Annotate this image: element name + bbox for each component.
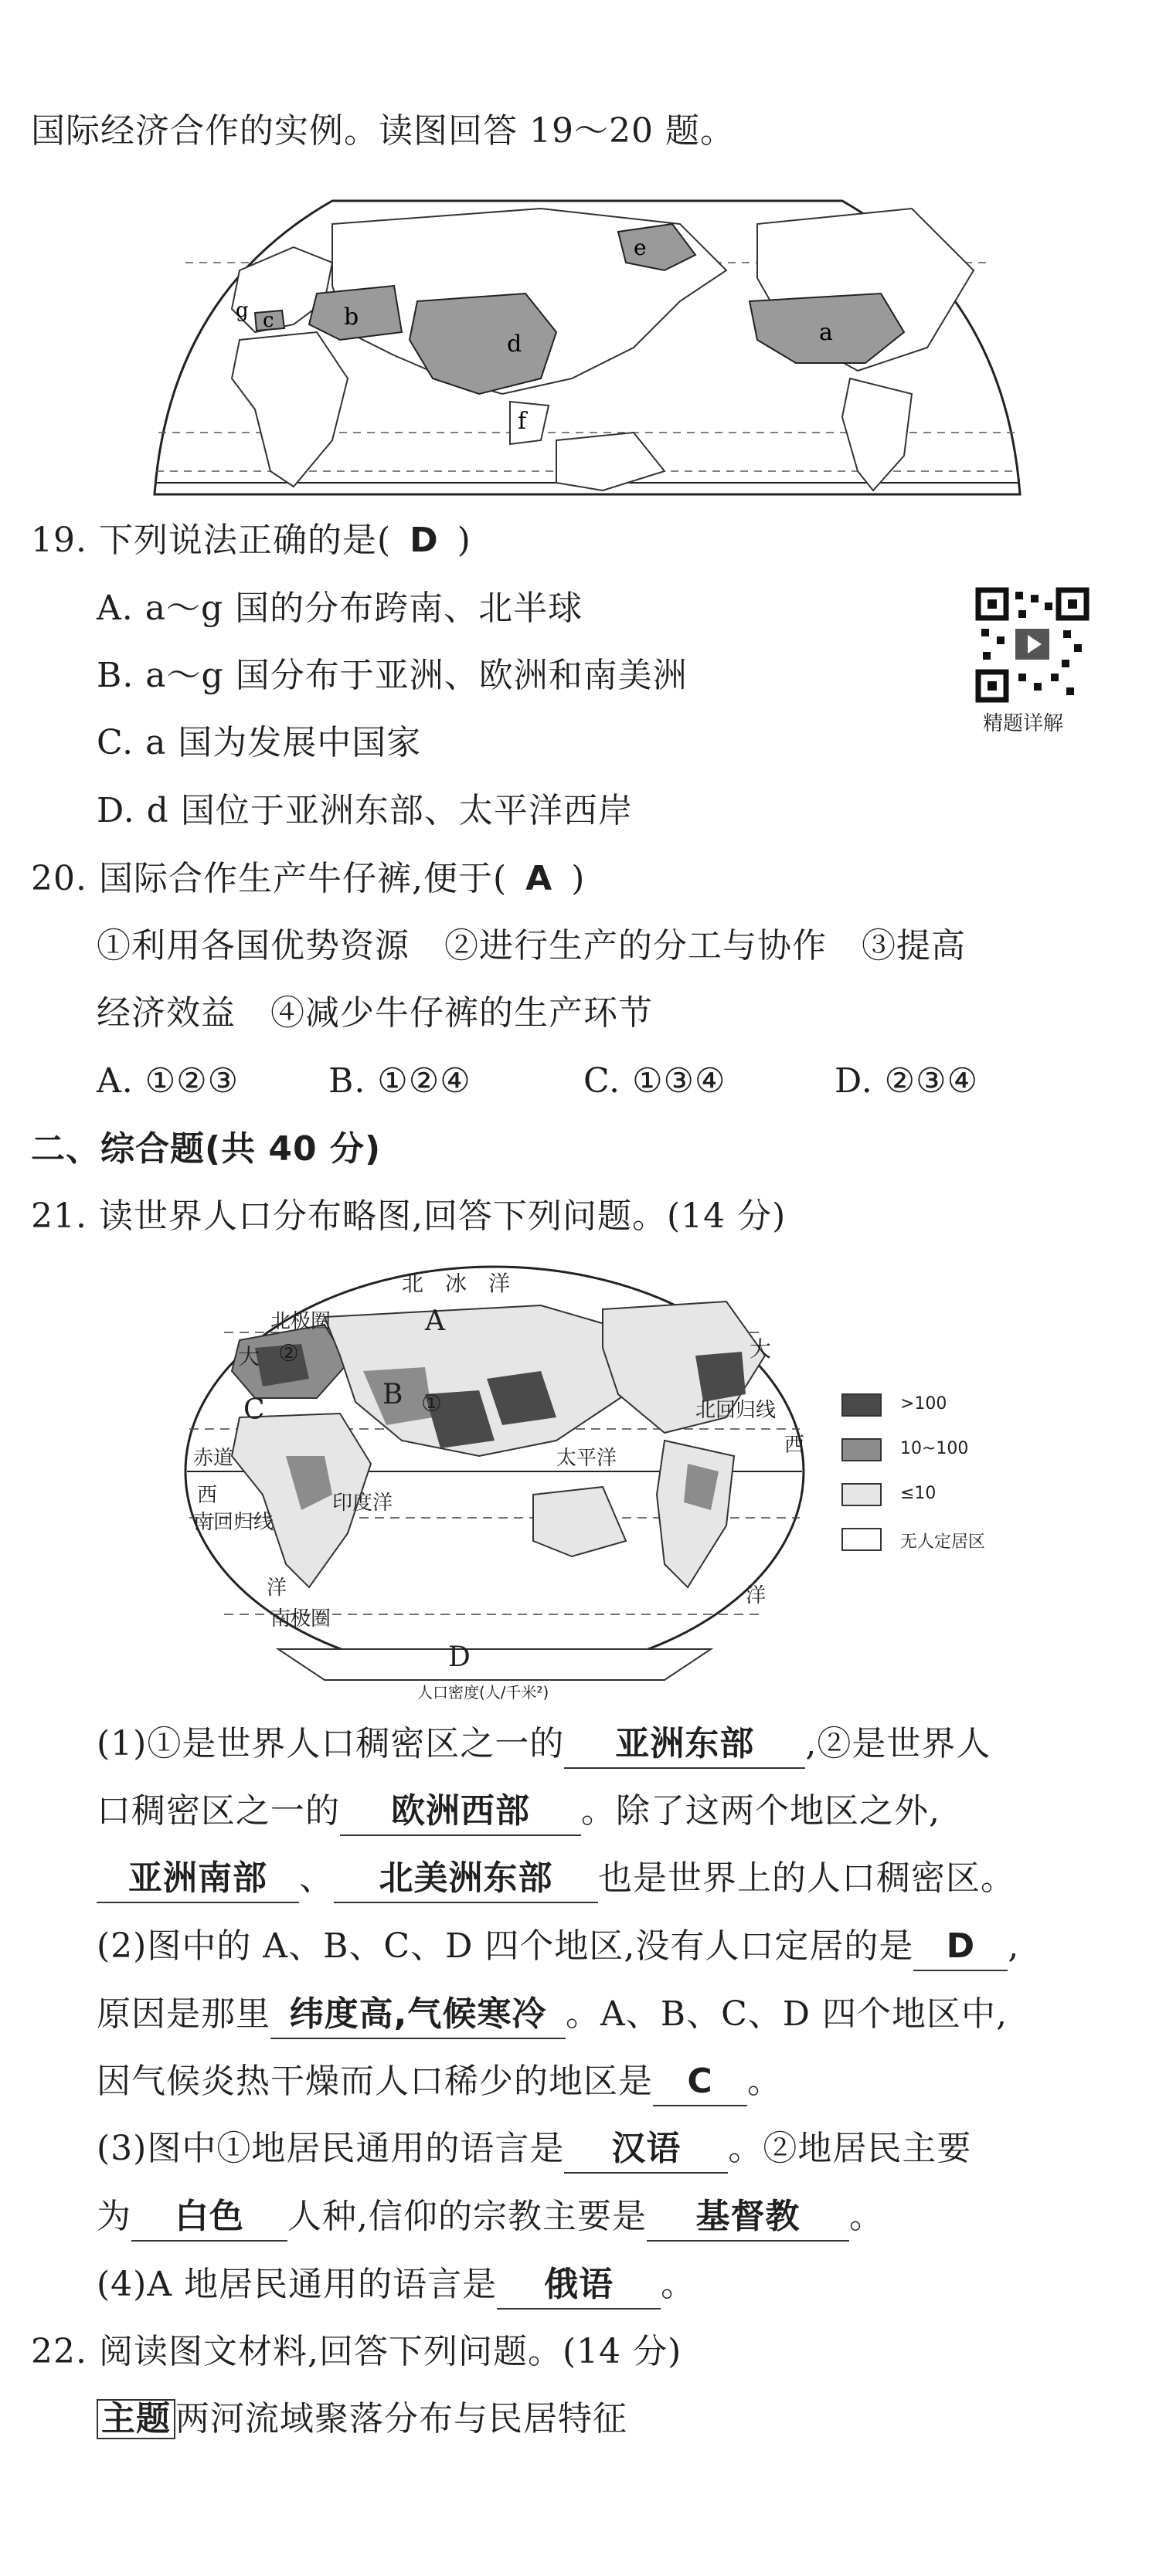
- q20-answer: A: [525, 859, 553, 898]
- map1-label-c: c: [263, 309, 274, 332]
- q19-option-a: A. a～g 国的分布跨南、北半球: [97, 589, 583, 628]
- map1-label-d: d: [507, 331, 522, 358]
- map2-label-indian-ocean: 印度洋: [332, 1492, 393, 1515]
- world-population-map: [170, 1263, 1005, 1703]
- map2-label-yang-right: 洋: [746, 1584, 767, 1607]
- qr-code-icon[interactable]: [975, 587, 1090, 703]
- q19-answer: D: [410, 521, 439, 560]
- q20-choice-c: C. ①③④: [583, 1061, 726, 1101]
- q22-topic: [97, 2396, 627, 2442]
- map2-label-C: C: [243, 1394, 265, 1426]
- q19-option-c: C. a 国为发展中国家: [97, 723, 422, 762]
- map2-label-one: ①: [421, 1390, 442, 1417]
- q22-topic-label: 主题: [97, 2399, 175, 2439]
- map2-label-arctic-ocean: 北 冰 洋: [402, 1271, 511, 1296]
- q19-option-b: B. a～g 国分布于亚洲、欧洲和南美洲: [97, 656, 688, 695]
- q21-blank-7: C: [653, 2058, 747, 2106]
- q21-part2-line2: 原因是那里 纬度高,气候寒冷 。A、B、C、D 四个地区中,: [97, 1991, 1008, 2039]
- map2-label-arctic-circle: 北极圈: [270, 1310, 331, 1333]
- legend-label-high: >100: [900, 1394, 947, 1414]
- q21-blank-3: 亚洲南部: [97, 1855, 299, 1903]
- q21-part2-line1: (2)图中的 A、B、C、D 四个地区,没有人口定居的是 D ,: [97, 1923, 1019, 1971]
- q19-stem: 19. 下列说法正确的是( D ): [31, 521, 471, 560]
- q21-blank-8: 汉语: [564, 2126, 728, 2174]
- q20-statements-line2: 经济效益 ④减少牛仔裤的生产环节: [97, 993, 653, 1033]
- q21-part3-line1: (3)图中①地居民通用的语言是 汉语 。②地居民主要: [97, 2126, 971, 2174]
- q21-part1-line2: 口稠密区之一的 欧洲西部 。除了这两个地区之外,: [97, 1788, 940, 1836]
- q20-choice-d: D. ②③④: [835, 1061, 979, 1101]
- q21-blank-10: 基督教: [647, 2194, 849, 2242]
- map2-label-B: B: [382, 1379, 403, 1410]
- q19-option-d: D. d 国位于亚洲东部、太平洋西岸: [97, 791, 633, 830]
- q21-part3-line2: 为 白色 人种,信仰的宗教主要是 基督教 。: [97, 2194, 884, 2242]
- q21-part2-line3: 因气候炎热干燥而人口稀少的地区是 C 。: [97, 2058, 782, 2106]
- map2-label-xi-left: 西: [197, 1484, 218, 1507]
- map2-density-caption: 人口密度(人/千米²): [417, 1683, 549, 1702]
- map2-label-da-right: 大: [750, 1336, 772, 1362]
- legend-swatch-none: [842, 1529, 881, 1550]
- q21-part4-line1: (4)A 地居民通用的语言是 俄语 。: [97, 2262, 695, 2310]
- q21-part1-line3: 亚洲南部 、 北美洲东部 也是世界上的人口稠密区。: [97, 1855, 1015, 1903]
- world-cooperation-map: [139, 178, 1035, 502]
- map1-label-g: g: [236, 299, 249, 322]
- q21-part1-line1: (1)①是世界人口稠密区之一的 亚洲东部 ,②是世界人: [97, 1721, 991, 1769]
- q21-stem: 21. 读世界人口分布略图,回答下列问题。(14 分): [31, 1196, 787, 1236]
- map2-label-tropic-n: 北回归线: [695, 1399, 777, 1422]
- q20-choice-a: A. ①②③: [97, 1061, 240, 1101]
- q21-blank-4: 北美洲东部: [334, 1855, 598, 1903]
- q21-blank-6: 纬度高,气候寒冷: [270, 1991, 566, 2039]
- map2-label-antarctic-circle: 南极圈: [270, 1607, 331, 1631]
- world-map-graphic: [139, 178, 1035, 502]
- q21-blank-11: 俄语: [497, 2262, 661, 2310]
- q21-blank-2: 欧洲西部: [340, 1788, 581, 1836]
- legend-swatch-high: [842, 1394, 881, 1416]
- legend-label-none: 无人定居区: [900, 1532, 986, 1552]
- map2-label-tropic-s: 南回归线: [193, 1511, 274, 1534]
- q20-statements-line1: ①利用各国优势资源 ②进行生产的分工与协作 ③提高: [97, 926, 966, 966]
- map1-label-f: f: [518, 408, 527, 435]
- q21-blank-5: D: [913, 1923, 1008, 1971]
- legend-swatch-low: [842, 1484, 881, 1505]
- map1-label-b: b: [344, 304, 359, 331]
- map1-label-e: e: [634, 235, 647, 260]
- q22-stem: 22. 阅读图文材料,回答下列问题。(14 分): [31, 2332, 682, 2371]
- map2-label-equator: 赤道: [193, 1447, 234, 1470]
- map2-label-da-left: 大: [238, 1344, 260, 1369]
- legend-swatch-mid: [842, 1439, 881, 1461]
- q21-blank-1: 亚洲东部: [564, 1721, 805, 1769]
- map2-label-xi-right: 西: [784, 1434, 805, 1457]
- qr-caption: 精题详解: [983, 712, 1064, 735]
- map2-label-pacific: 太平洋: [556, 1447, 617, 1470]
- q20-choice-b: B. ①②④: [328, 1061, 471, 1101]
- map2-label-A: A: [425, 1305, 445, 1337]
- q22-topic-text: 两河流域聚落分布与民居特征: [175, 2399, 627, 2439]
- map2-label-yang-left: 洋: [267, 1576, 287, 1600]
- map1-label-a: a: [819, 319, 833, 346]
- q20-stem: 20. 国际合作生产牛仔裤,便于( A ): [31, 859, 586, 898]
- q21-blank-9: 白色: [131, 2194, 287, 2242]
- section-heading: 二、综合题(共 40 分): [31, 1129, 382, 1169]
- map2-label-D: D: [448, 1641, 471, 1673]
- legend-label-low: ≤10: [900, 1484, 937, 1503]
- map2-label-two: ②: [278, 1340, 299, 1367]
- legend-label-mid: 10~100: [900, 1439, 969, 1458]
- intro-text: 国际经济合作的实例。读图回答 19～20 题。: [31, 111, 735, 151]
